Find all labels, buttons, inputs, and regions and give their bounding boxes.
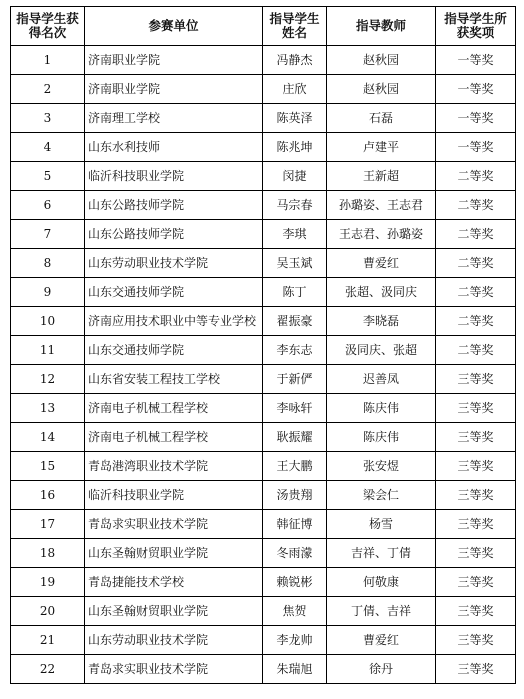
cell-rank: 1 bbox=[11, 46, 85, 75]
cell-student: 陈丁 bbox=[263, 278, 327, 307]
cell-award: 二等奖 bbox=[436, 162, 516, 191]
cell-teacher: 汲同庆、张超 bbox=[327, 336, 436, 365]
cell-award: 二等奖 bbox=[436, 220, 516, 249]
cell-unit: 青岛捷能技术学校 bbox=[85, 568, 263, 597]
cell-award: 三等奖 bbox=[436, 394, 516, 423]
cell-award: 二等奖 bbox=[436, 307, 516, 336]
cell-student: 焦贺 bbox=[263, 597, 327, 626]
cell-student: 马宗春 bbox=[263, 191, 327, 220]
cell-teacher: 吉祥、丁倩 bbox=[327, 539, 436, 568]
cell-award: 三等奖 bbox=[436, 452, 516, 481]
cell-unit: 山东圣翰财贸职业学院 bbox=[85, 539, 263, 568]
cell-unit: 青岛求实职业技术学院 bbox=[85, 510, 263, 539]
cell-rank: 22 bbox=[11, 655, 85, 684]
cell-rank: 2 bbox=[11, 75, 85, 104]
cell-award: 三等奖 bbox=[436, 423, 516, 452]
cell-teacher: 卢建平 bbox=[327, 133, 436, 162]
cell-student: 冯静杰 bbox=[263, 46, 327, 75]
cell-rank: 12 bbox=[11, 365, 85, 394]
cell-teacher: 王新超 bbox=[327, 162, 436, 191]
cell-unit: 山东省安装工程技工学校 bbox=[85, 365, 263, 394]
cell-student: 冬雨濛 bbox=[263, 539, 327, 568]
table-row bbox=[11, 452, 516, 481]
cell-teacher: 赵秋园 bbox=[327, 46, 436, 75]
cell-award: 二等奖 bbox=[436, 336, 516, 365]
cell-unit: 济南理工学校 bbox=[85, 104, 263, 133]
table-row bbox=[11, 162, 516, 191]
cell-teacher: 陈庆伟 bbox=[327, 423, 436, 452]
cell-student: 李龙帅 bbox=[263, 626, 327, 655]
table-row bbox=[11, 133, 516, 162]
cell-unit: 山东水利技师 bbox=[85, 133, 263, 162]
cell-student: 陈兆坤 bbox=[263, 133, 327, 162]
table-body bbox=[11, 46, 516, 684]
cell-award: 三等奖 bbox=[436, 655, 516, 684]
header-teacher: 指导教师 bbox=[327, 7, 436, 46]
cell-award: 三等奖 bbox=[436, 481, 516, 510]
table-row bbox=[11, 655, 516, 684]
cell-rank: 14 bbox=[11, 423, 85, 452]
cell-rank: 5 bbox=[11, 162, 85, 191]
cell-student: 赖锐彬 bbox=[263, 568, 327, 597]
table-row bbox=[11, 278, 516, 307]
cell-rank: 15 bbox=[11, 452, 85, 481]
cell-award: 一等奖 bbox=[436, 46, 516, 75]
cell-teacher: 陈庆伟 bbox=[327, 394, 436, 423]
cell-unit: 济南职业学院 bbox=[85, 75, 263, 104]
cell-teacher: 徐丹 bbox=[327, 655, 436, 684]
table-header bbox=[11, 7, 516, 46]
cell-award: 二等奖 bbox=[436, 191, 516, 220]
header-unit: 参赛单位 bbox=[85, 7, 263, 46]
cell-unit: 临沂科技职业学院 bbox=[85, 481, 263, 510]
cell-teacher: 孙璐姿、王志君 bbox=[327, 191, 436, 220]
cell-teacher: 曹爱红 bbox=[327, 626, 436, 655]
cell-unit: 济南应用技术职业中等专业学校 bbox=[85, 307, 263, 336]
cell-rank: 11 bbox=[11, 336, 85, 365]
cell-unit: 济南电子机械工程学校 bbox=[85, 394, 263, 423]
cell-unit: 济南职业学院 bbox=[85, 46, 263, 75]
cell-unit: 青岛港湾职业技术学院 bbox=[85, 452, 263, 481]
header-award: 指导学生所获奖项 bbox=[436, 7, 516, 46]
cell-rank: 6 bbox=[11, 191, 85, 220]
table-row bbox=[11, 191, 516, 220]
table-row bbox=[11, 597, 516, 626]
cell-teacher: 梁会仁 bbox=[327, 481, 436, 510]
cell-unit: 济南电子机械工程学校 bbox=[85, 423, 263, 452]
cell-award: 一等奖 bbox=[436, 133, 516, 162]
table-row bbox=[11, 75, 516, 104]
cell-teacher: 王志君、孙璐姿 bbox=[327, 220, 436, 249]
header-rank: 指导学生获得名次 bbox=[11, 7, 85, 46]
cell-teacher: 赵秋园 bbox=[327, 75, 436, 104]
table-row bbox=[11, 423, 516, 452]
cell-teacher: 石磊 bbox=[327, 104, 436, 133]
cell-student: 耿振耀 bbox=[263, 423, 327, 452]
cell-award: 三等奖 bbox=[436, 597, 516, 626]
cell-unit: 山东劳动职业技术学院 bbox=[85, 626, 263, 655]
cell-award: 三等奖 bbox=[436, 510, 516, 539]
cell-award: 二等奖 bbox=[436, 249, 516, 278]
cell-rank: 21 bbox=[11, 626, 85, 655]
cell-unit: 临沂科技职业学院 bbox=[85, 162, 263, 191]
cell-teacher: 何敬康 bbox=[327, 568, 436, 597]
cell-student: 于新俨 bbox=[263, 365, 327, 394]
cell-award: 一等奖 bbox=[436, 75, 516, 104]
cell-rank: 20 bbox=[11, 597, 85, 626]
cell-award: 三等奖 bbox=[436, 365, 516, 394]
cell-award: 一等奖 bbox=[436, 104, 516, 133]
cell-student: 庄欣 bbox=[263, 75, 327, 104]
cell-student: 翟振豪 bbox=[263, 307, 327, 336]
cell-student: 朱瑞旭 bbox=[263, 655, 327, 684]
table-row bbox=[11, 394, 516, 423]
cell-unit: 山东公路技师学院 bbox=[85, 191, 263, 220]
cell-teacher: 迟善凤 bbox=[327, 365, 436, 394]
table-row bbox=[11, 568, 516, 597]
table-row bbox=[11, 365, 516, 394]
cell-award: 三等奖 bbox=[436, 626, 516, 655]
cell-rank: 9 bbox=[11, 278, 85, 307]
cell-student: 李琪 bbox=[263, 220, 327, 249]
cell-student: 韩征博 bbox=[263, 510, 327, 539]
cell-teacher: 曹爱红 bbox=[327, 249, 436, 278]
cell-student: 李咏轩 bbox=[263, 394, 327, 423]
cell-unit: 青岛求实职业技术学院 bbox=[85, 655, 263, 684]
cell-unit: 山东圣翰财贸职业学院 bbox=[85, 597, 263, 626]
cell-award: 二等奖 bbox=[436, 278, 516, 307]
cell-unit: 山东交通技师学院 bbox=[85, 336, 263, 365]
header-student: 指导学生姓名 bbox=[263, 7, 327, 46]
cell-rank: 10 bbox=[11, 307, 85, 336]
cell-teacher: 杨雪 bbox=[327, 510, 436, 539]
cell-teacher: 李晓磊 bbox=[327, 307, 436, 336]
table-row bbox=[11, 220, 516, 249]
cell-unit: 山东劳动职业技术学院 bbox=[85, 249, 263, 278]
table-row bbox=[11, 104, 516, 133]
cell-rank: 16 bbox=[11, 481, 85, 510]
cell-rank: 7 bbox=[11, 220, 85, 249]
table-row bbox=[11, 46, 516, 75]
cell-student: 吴玉斌 bbox=[263, 249, 327, 278]
cell-student: 陈英泽 bbox=[263, 104, 327, 133]
cell-rank: 8 bbox=[11, 249, 85, 278]
table-row bbox=[11, 510, 516, 539]
header-row bbox=[11, 7, 516, 46]
table-row bbox=[11, 307, 516, 336]
cell-unit: 山东交通技师学院 bbox=[85, 278, 263, 307]
cell-teacher: 张超、汲同庆 bbox=[327, 278, 436, 307]
cell-award: 三等奖 bbox=[436, 568, 516, 597]
cell-rank: 18 bbox=[11, 539, 85, 568]
cell-student: 李东志 bbox=[263, 336, 327, 365]
cell-rank: 13 bbox=[11, 394, 85, 423]
table-row bbox=[11, 539, 516, 568]
cell-award: 三等奖 bbox=[436, 539, 516, 568]
table-row bbox=[11, 249, 516, 278]
cell-rank: 19 bbox=[11, 568, 85, 597]
cell-unit: 山东公路技师学院 bbox=[85, 220, 263, 249]
table-row bbox=[11, 626, 516, 655]
cell-rank: 4 bbox=[11, 133, 85, 162]
table-row bbox=[11, 481, 516, 510]
cell-student: 闵捷 bbox=[263, 162, 327, 191]
cell-student: 汤贵翔 bbox=[263, 481, 327, 510]
cell-student: 王大鹏 bbox=[263, 452, 327, 481]
cell-teacher: 丁倩、吉祥 bbox=[327, 597, 436, 626]
awards-table bbox=[10, 6, 516, 684]
cell-rank: 3 bbox=[11, 104, 85, 133]
cell-teacher: 张安煜 bbox=[327, 452, 436, 481]
table-row bbox=[11, 336, 516, 365]
cell-rank: 17 bbox=[11, 510, 85, 539]
